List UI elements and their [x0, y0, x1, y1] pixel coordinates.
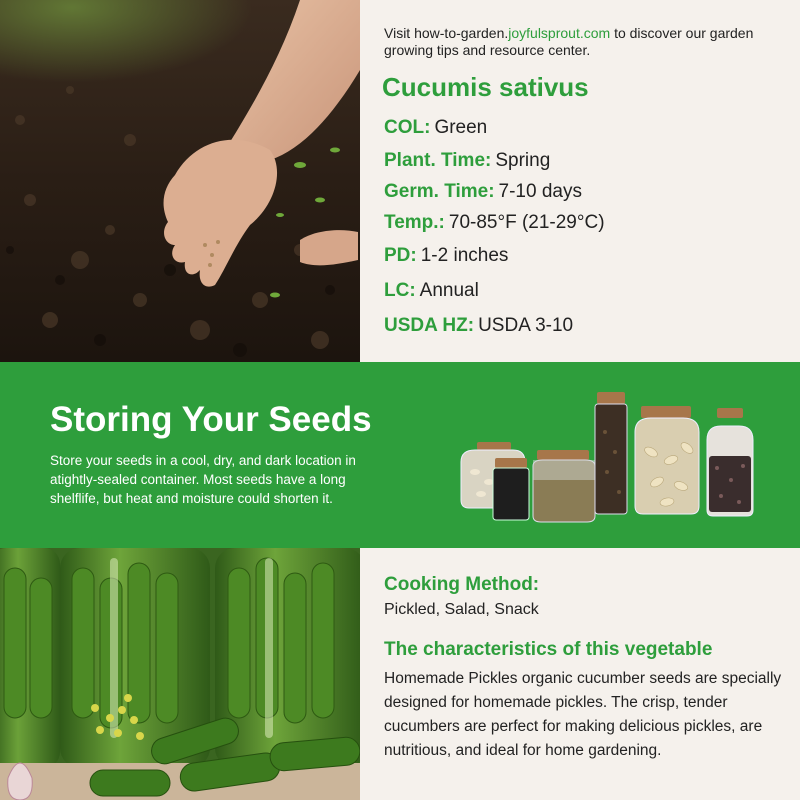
spec-temperature: Temp.: 70-85°F (21-29°C)	[384, 212, 605, 233]
spec-planting-depth: PD: 1-2 inches	[384, 245, 509, 266]
spec-color: COL: Green	[384, 117, 488, 138]
top-section	[0, 0, 800, 362]
spec-life-cycle: LC: Annual	[384, 280, 479, 301]
characteristics-text: Homemade Pickles organic cucumber seeds are specially designed for homemade pickles. The crisp, tender cucumbers are perfect for making delicious pickles, are nutritious, and ideal for home gardening.	[384, 670, 782, 759]
website-link[interactable]: joyfulsprout.com	[508, 25, 611, 41]
cooking-method-value: Pickled, Salad, Snack	[384, 601, 539, 618]
cooking-method-title: Cooking Method:	[384, 574, 540, 595]
storing-text: Store your seeds in a cool, dry, and dark location in atightly-sealed container. Most seeds have a long shelflife, but heat and moisture could shorten it.	[50, 453, 356, 506]
visit-website-text: Visit how-to-garden.joyfulsprout.com to discover our garden growing tips and resource center.	[384, 25, 754, 58]
characteristics-title: The characteristics of this vegetable	[384, 639, 713, 660]
seed-jars-image	[455, 382, 765, 532]
species-name: Cucumis sativus	[382, 72, 589, 102]
spec-germination-time: Germ. Time: 7-10 days	[384, 181, 582, 202]
soil-hands-photo	[0, 0, 360, 362]
spec-usda-zone: USDA HZ: USDA 3-10	[384, 315, 574, 336]
plant-info-panel	[360, 0, 800, 362]
bottom-section	[0, 548, 800, 800]
spec-plant-time: Plant. Time: Spring	[384, 150, 551, 171]
pickle-jars-photo	[0, 548, 360, 800]
storing-seeds-band	[0, 362, 800, 548]
storing-title: Storing Your Seeds	[50, 400, 372, 439]
